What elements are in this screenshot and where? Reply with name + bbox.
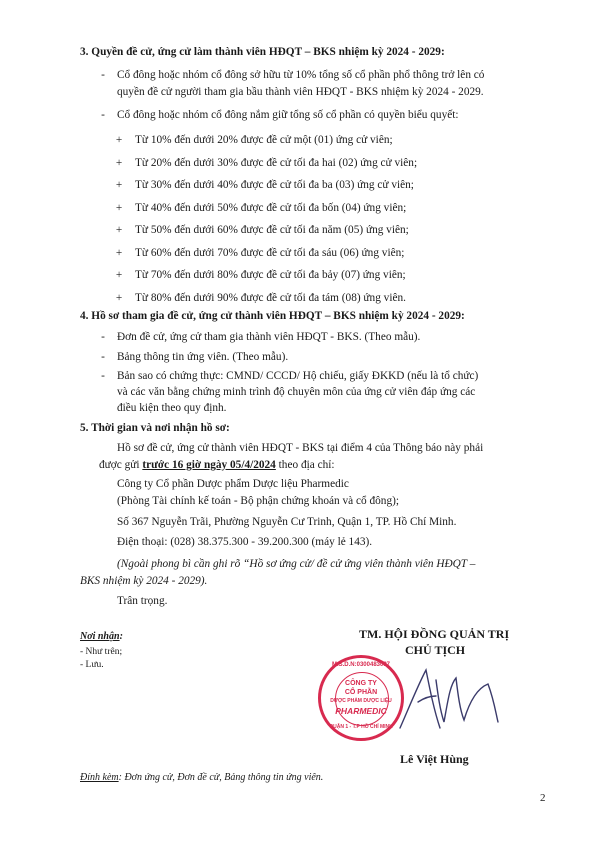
section-5-title: 5. Thời gian và nơi nhận hồ sơ:	[80, 422, 230, 434]
note-line-2: BKS nhiệm kỳ 2024 - 2029).	[80, 575, 208, 587]
seal-line-2: CỔ PHẦN	[344, 689, 378, 696]
seal-bottom-text: QUẬN 1 - T.P HỒ CHÍ MINH	[329, 724, 393, 730]
section-3-title: 3. Quyền đề cử, ứng cử làm thành viên HĐQT – BKS nhiệm kỳ 2024 - 2029:	[80, 46, 445, 58]
seal-ring-text: M.S.D.N:0300483037	[331, 662, 391, 668]
recipient-item: - Lưu.	[80, 660, 104, 670]
s3-paragraph-2: Cổ đông hoặc nhóm cổ đông nắm giữ tổng số cổ phần có quyền biểu quyết:	[117, 109, 459, 121]
attachment-label: Đính kèm	[80, 772, 119, 783]
page-number: 2	[540, 792, 546, 804]
signature-org: TM. HỘI ĐỒNG QUẢN TRỊ	[359, 627, 510, 641]
recipients-title-text: Nơi nhận	[80, 631, 120, 642]
dash-bullet: -	[101, 351, 105, 363]
plus-bullet: +	[115, 247, 123, 259]
dash-bullet: -	[101, 109, 105, 121]
deadline: trước 16 giờ ngày 05/4/2024	[142, 459, 276, 471]
s3-list-item: Từ 60% đến dưới 70% được đề cử tối đa sáu (06) ứng viên;	[135, 247, 405, 259]
attachment-text: : Đơn ứng cử, Đơn đề cử, Bảng thông tin ứng viên.	[118, 772, 324, 783]
signatory-name: Lê Việt Hùng	[400, 752, 469, 766]
s5-line-1: Hồ sơ đề cử, ứng cử thành viên HĐQT - BKS tại điểm 4 của Thông báo này phải	[117, 442, 484, 454]
s3-paragraph-1-line-1: Cổ đông hoặc nhóm cổ đông sở hữu từ 10% tổng số cổ phần phổ thông trở lên có	[117, 69, 485, 81]
s4-list-item: Đơn đề cử, ứng cử tham gia thành viên HĐQT - BKS. (Theo mẫu).	[117, 331, 421, 343]
handwritten-signature	[378, 650, 508, 745]
s3-list-item: Từ 10% đến dưới 20% được đề cử một (01) ứng cử viên;	[135, 134, 393, 146]
s4-list-item: Bảng thông tin ứng viên. (Theo mẫu).	[117, 351, 289, 363]
seal-line-1: CÔNG TY	[345, 680, 377, 687]
s3-list-item: Từ 20% đến dưới 30% được đề cử tối đa hai (02) ứng cử viên;	[135, 157, 418, 169]
recipients-title-colon: :	[119, 631, 123, 642]
plus-bullet: +	[115, 202, 123, 214]
dash-bullet: -	[101, 331, 105, 343]
company-name: Công ty Cổ phần Dược phẩm Dược liệu Pharmedic	[117, 478, 349, 490]
s3-list-item: Từ 40% đến dưới 50% được đề cử tối đa bốn (04) ứng viên;	[135, 202, 407, 214]
plus-bullet: +	[115, 179, 123, 191]
note-line-1: (Ngoài phong bì cần ghi rõ “Hồ sơ ứng cử/ đề cử ứng viên thành viên HĐQT –	[117, 558, 476, 570]
phone: Điện thoại: (028) 38.375.300 - 39.200.300 (máy lẻ 143).	[117, 536, 373, 548]
dash-bullet: -	[101, 69, 105, 81]
section-4-title: 4. Hồ sơ tham gia đề cử, ứng cử thành viên HĐQT – BKS nhiệm kỳ 2024 - 2029:	[80, 310, 465, 322]
seal-line-3: DƯỢC PHẨM DƯỢC LIỆU	[330, 698, 392, 704]
s4-item-3-line-1: Bản sao có chứng thực: CMND/ CCCD/ Hộ chiếu, giấy ĐKKD (nếu là tổ chức)	[117, 370, 479, 382]
attachment-note	[80, 772, 323, 784]
department: (Phòng Tài chính kế toán - Bộ phận chứng khoán và cổ đông);	[117, 495, 400, 507]
signature-role: CHỦ TỊCH	[405, 643, 466, 657]
plus-bullet: +	[115, 224, 123, 236]
seal-line-4: PHARMEDIC	[335, 706, 387, 716]
s3-list-item: Từ 70% đến dưới 80% được đề cử tối đa bảy (07) ứng viên;	[135, 269, 406, 281]
plus-bullet: +	[115, 157, 123, 169]
recipient-item: - Như trên;	[80, 647, 123, 657]
address: Số 367 Nguyễn Trãi, Phường Nguyễn Cư Trinh, Quận 1, TP. Hồ Chí Minh.	[117, 516, 457, 528]
s5-line-2	[99, 459, 335, 473]
s3-list-item: Từ 30% đến dưới 40% được đề cử tối đa ba (03) ứng cử viên;	[135, 179, 414, 191]
s3-list-item: Từ 80% đến dưới 90% được đề cử tối đa tám (08) ứng viên.	[135, 292, 406, 304]
dash-bullet: -	[101, 370, 105, 382]
s3-paragraph-1-line-2: quyền đề cử người tham gia bầu thành viên HĐQT - BKS nhiệm kỳ 2024 - 2029.	[117, 86, 484, 98]
recipients-title	[80, 631, 123, 643]
plus-bullet: +	[115, 269, 123, 281]
closing-regards: Trân trọng.	[117, 595, 168, 607]
s3-list-item: Từ 50% đến dưới 60% được đề cử tối đa năm (05) ứng viên;	[135, 224, 409, 236]
plus-bullet: +	[115, 134, 123, 146]
plus-bullet: +	[115, 292, 123, 304]
s5-line-2-prefix: được gửi	[99, 459, 143, 471]
s4-item-3-line-3: điều kiện theo quy định.	[117, 402, 227, 414]
s4-item-3-line-2: và các văn bằng chứng minh trình độ chuyên môn của ứng cử viên đáp ứng các	[117, 386, 476, 398]
s5-line-2-suffix: theo địa chỉ:	[275, 459, 335, 471]
